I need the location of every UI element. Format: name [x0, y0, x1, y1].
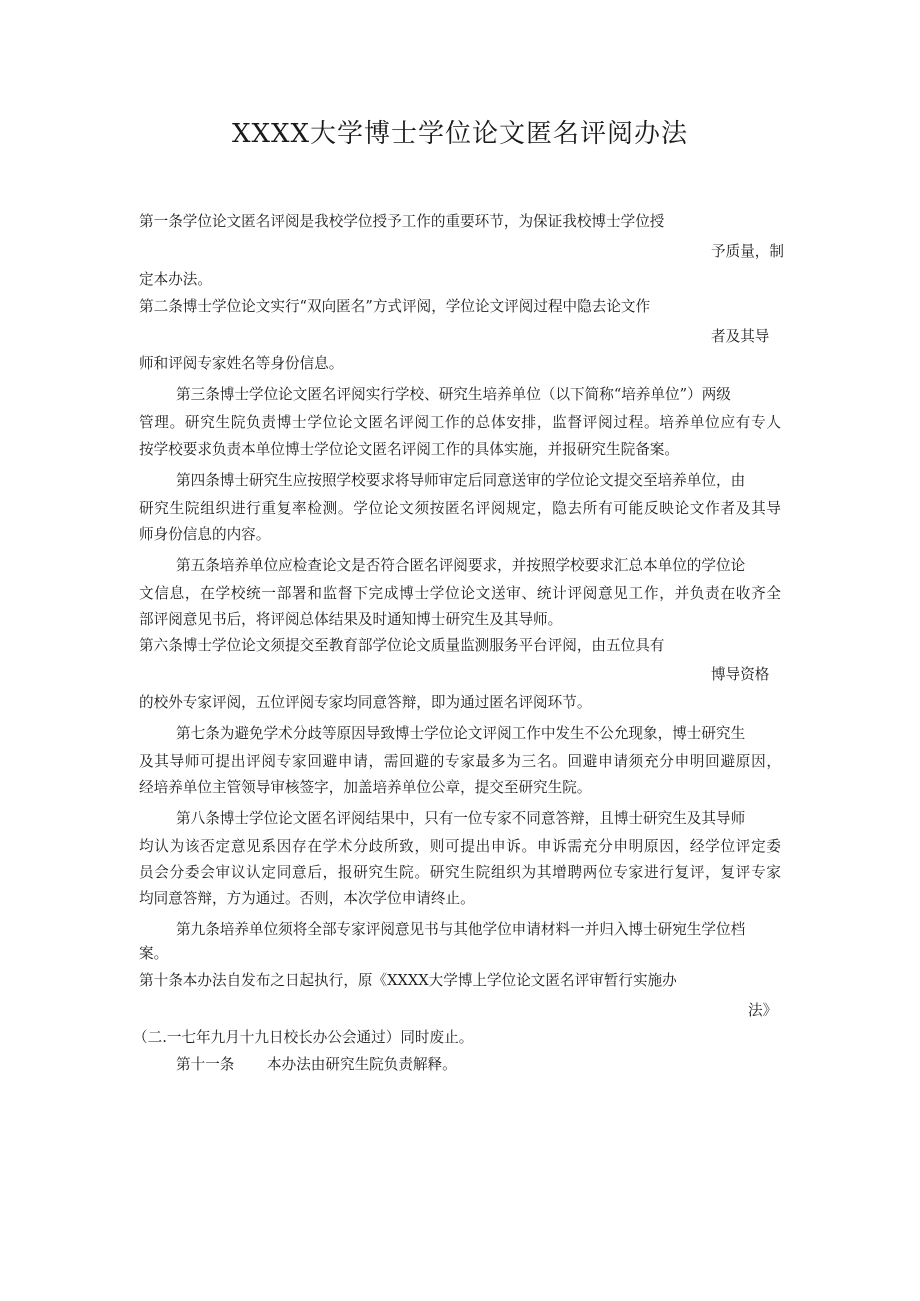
article-5-line-1: 第五条培养单位应检查论文是否符合匿名评阅要求，并按照学校要求汇总本单位的学位论	[176, 557, 746, 574]
article-9-line-1: 第九条培养单位须将全部专家评阅意见书与其他学位申请材料一并归入博士研宛生学位档	[176, 921, 746, 938]
article-4-line-2: 研究生院组织进行重复率检测。学位论文须按匿名评阅规定，隐去所有可能反映论文作者及其导	[139, 500, 781, 517]
article-10-line-1: 第十条本办法自发布之日起执行，原《XXXX大学博上学位论文匿名评审暂行实施办	[139, 972, 677, 989]
article-3-line-3: 按学校要求负责本单位博士学位论文匿名评阅工作的具体实施，并报研究生院备案。	[139, 441, 679, 458]
article-8-line-4: 均同意答辩，方为通过。否则，本次学位申请终止。	[139, 890, 475, 907]
article-9-line-2: 案。	[139, 945, 169, 962]
article-5-line-3: 部评阅意见书后，将评阅总体结果及时通知博士研究生及其导师。	[139, 611, 563, 628]
article-8-line-1: 第八条博士学位论文匿名评阅结果中，只有一位专家不同意答辩，且博士研究生及其导师	[176, 810, 746, 827]
article-7-line-2: 及其导师可提出评阅专家回避申请，需回避的专家最多为三名。回避申请须充分申明回避原因，	[139, 753, 781, 770]
article-10-line-3: （二.一七年九月十九日校长办公会通过）同时废止。	[133, 1029, 474, 1046]
article-2-line-1: 第二条博士学位论文实行“双向匿名”方式评阅，学位论文评阅过程中隐去论文作	[139, 298, 651, 315]
article-1-line-2: 予质量，制	[711, 243, 784, 260]
article-6-line-3: 的校外专家评阅，五位评阅专家均同意答辩，即为通过匿名评阅环节。	[139, 694, 592, 711]
article-3-line-2: 管理。研究生院负责博士学位论文匿名评阅工作的总体安排，监督评阅过程。培养单位应有专人	[139, 414, 781, 431]
article-11-text: 本办法由研究生院负责解释。	[267, 1056, 457, 1073]
article-4-line-1: 第四条博士研究生应按照学校要求将导师审定后同意送审的学位论文提交至培养单位，由	[176, 472, 746, 489]
article-7-line-3: 经培养单位主管领导审核签字，加盖培养单位公章，提交至研究生院。	[139, 779, 592, 796]
article-11-label: 第十一条	[176, 1056, 235, 1073]
article-8-line-3: 员会分委会审议认定同意后，报研究生院。研究生院组织为其增聘两位专家进行复评，复评专家	[139, 864, 781, 881]
article-2-line-3: 师和评阅专家姓名等身份信息。	[139, 355, 344, 372]
article-1-line-1: 第一条学位论文匿名评阅是我校学位授予工作的重要环节，为保证我校博士学位授	[139, 213, 665, 230]
article-5-line-2: 文信息，在学校统一部署和监督下完成博士学位论文送审、统计评阅意见工作，并负责在收齐全	[139, 585, 781, 602]
article-10-line-2: 法》	[748, 1002, 778, 1019]
article-3-line-1: 第三条博士学位论文匿名评阅实行学校、研究生培养单位（以下简称“培养单位”）两级	[176, 386, 731, 403]
article-6-line-1: 第六条博士学位论文须提交至教育部学位论文质量监测服务平台评阅，由五位具有	[139, 637, 665, 654]
article-2-line-2: 者及其导	[711, 328, 770, 345]
article-1-line-3: 定本办法。	[139, 271, 212, 288]
article-6-line-2: 博导资格	[711, 666, 770, 683]
article-8-line-2: 均认为该否定意见系因存在学术分歧所致，则可提出申诉。申诉需充分申明原因，经学位评定委	[139, 838, 781, 855]
article-4-line-3: 师身份信息的内容。	[139, 526, 271, 543]
document-title: XXXX大学博士学位论文匿名评阅办法	[231, 119, 689, 149]
article-7-line-1: 第七条为避免学术分歧等原因导致博士学位论文评阅工作中发生不公允现象，博士研究生	[176, 725, 746, 742]
